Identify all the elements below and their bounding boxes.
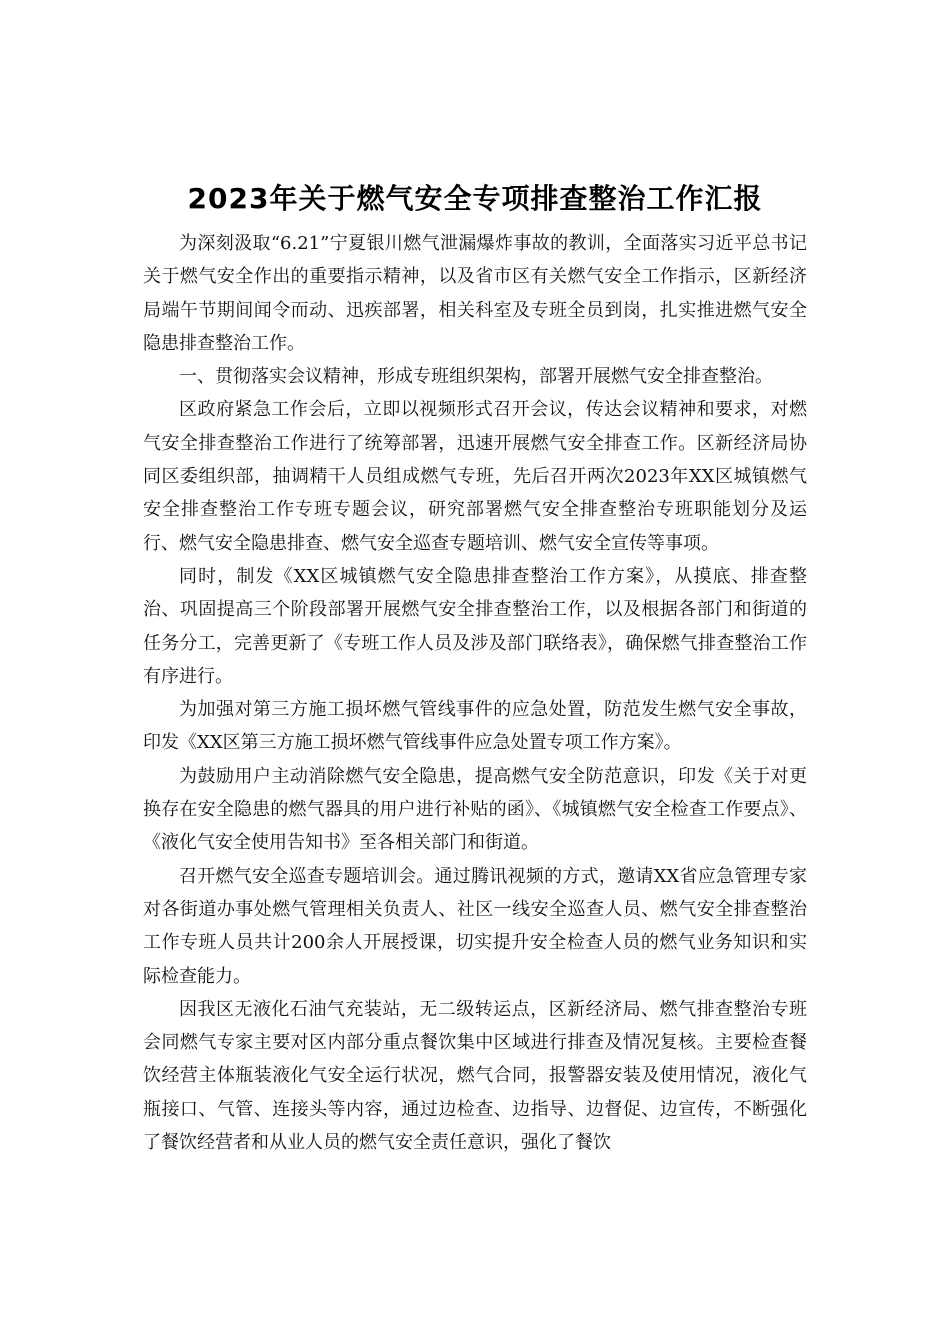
paragraph: 区政府紧急工作会后，立即以视频形式召开会议，传达会议精神和要求，对燃气安全排查整治工作进行了统筹部署，迅速开展燃气安全排查工作。区新经济局协同区委组织部，抽调精干人员组成燃气专班，先后召开两次2023年XX区城镇燃气安全排查整治工作专班专题会议，研究部署燃气安全排查整治专班职能划分及运行、燃气安全隐患排查、燃气安全巡查专题培训、燃气安全宣传等事项。 bbox=[143, 399, 807, 554]
paragraph: 因我区无液化石油气充装站，无二级转运点，区新经济局、燃气排查整治专班会同燃气专家主要对区内部分重点餐饮集中区域进行排查及情况复核。主要检查餐饮经营主体瓶装液化气安全运行状况，燃气合同，报警器安装及使用情况，液化气瓶接口、气管、连接头等内容，通过边检查、边指导、边督促、边宣传，不断强化了餐饮经营者和从业人员的燃气安全责任意识，强化了餐饮 bbox=[143, 998, 807, 1154]
paragraph: 为鼓励用户主动消除燃气安全隐患，提高燃气安全防范意识，印发《关于对更换存在安全隐患的燃气器具的用户进行补贴的函》、《城镇燃气安全检查工作要点》、《液化气安全使用告知书》至各相关部门和街道。 bbox=[143, 765, 807, 854]
paragraph: 召开燃气安全巡查专题培训会。通过腾讯视频的方式，邀请XX省应急管理专家对各街道办事处燃气管理相关负责人、社区一线安全巡查人员、燃气安全排查整治工作专班人员共计200余人开展授课，切实提升安全检查人员的燃气业务知识和实际检查能力。 bbox=[143, 865, 807, 987]
document-body bbox=[143, 227, 807, 1159]
paragraph: 为深刻汲取“6.21”宁夏银川燃气泄漏爆炸事故的教训，全面落实习近平总书记关于燃气安全作出的重要指示精神，以及省市区有关燃气安全工作指示，区新经济局端午节期间闻令而动、迅疾部署，相关科室及专班全员到岗，扎实推进燃气安全隐患排查整治工作。 bbox=[143, 233, 807, 354]
paragraph: 为加强对第三方施工损坏燃气管线事件的应急处置，防范发生燃气安全事故，印发《XX区第三方施工损坏燃气管线事件应急处置专项工作方案》。 bbox=[143, 699, 807, 754]
paragraph: 同时，制发《XX区城镇燃气安全隐患排查整治工作方案》，从摸底、排查整治、巩固提高三个阶段部署开展燃气安全排查整治工作，以及根据各部门和街道的任务分工，完善更新了《专班工作人员及涉及部门联络表》，确保燃气排查整治工作有序进行。 bbox=[143, 565, 807, 687]
section-heading: 一、贯彻落实会议精神，形成专班组织架构，部署开展燃气安全排查整治。 bbox=[179, 366, 773, 388]
document-title: 2023年关于燃气安全专项排查整治工作汇报 bbox=[187, 181, 763, 215]
